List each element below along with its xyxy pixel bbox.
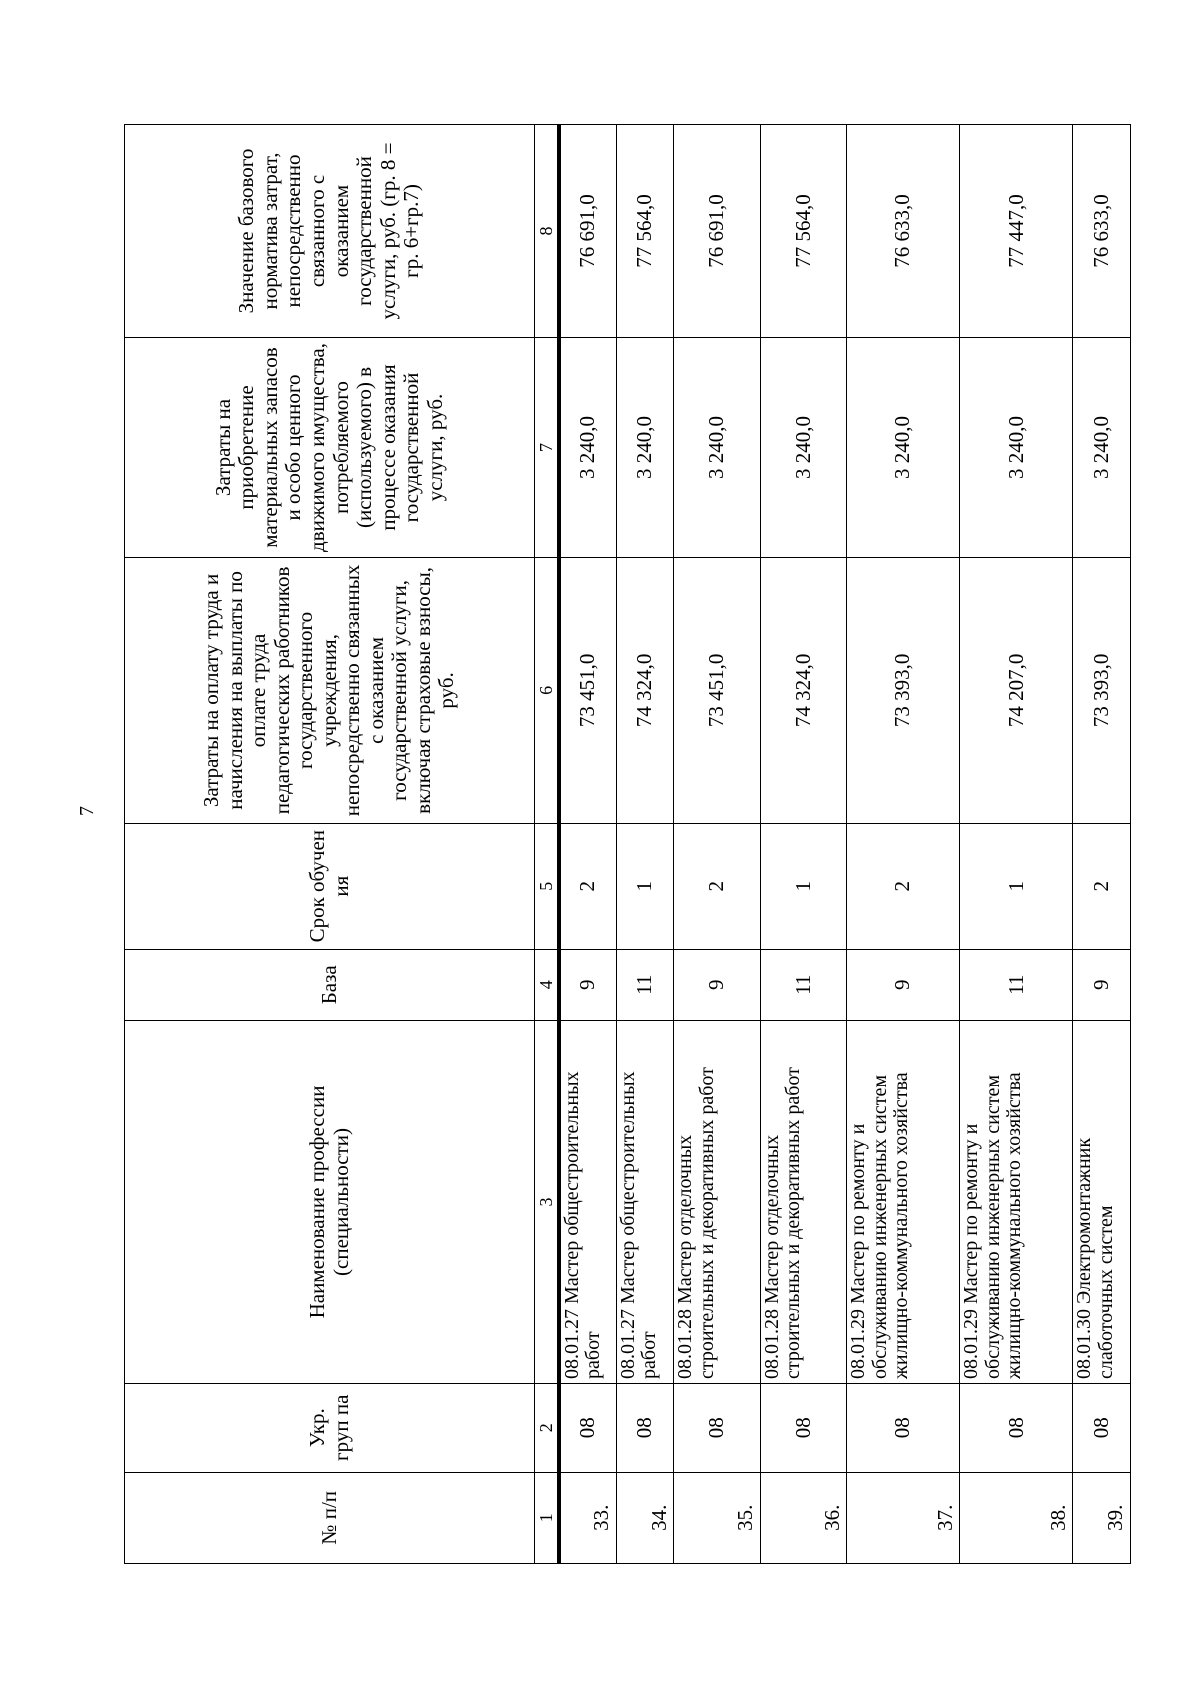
rotated-table-container — [124, 124, 1131, 1564]
group-cell: 08 — [760, 1383, 846, 1472]
base-cell: 9 — [847, 949, 960, 1020]
profession-name: 08.01.27 Мастер общестроительных работ — [616, 1021, 674, 1384]
page-number: 7 — [76, 806, 98, 816]
group-cell: 08 — [559, 1383, 617, 1472]
labor-cost-cell: 73 393,0 — [847, 558, 960, 824]
row-index: 35. — [674, 1472, 760, 1563]
table-row — [616, 125, 674, 1564]
labor-cost-cell: 73 451,0 — [674, 558, 760, 824]
header-row — [125, 125, 535, 1564]
term-cell: 2 — [1073, 823, 1131, 949]
header-cell: Значение базового норматива затрат, непосредственно связанного с оказанием государственной услуги, руб. (гр. 8 = гр. 6+гр.7) — [125, 125, 535, 338]
materials-cost-cell: 3 240,0 — [847, 337, 960, 557]
table-row — [674, 125, 760, 1564]
base-cell: 11 — [960, 949, 1073, 1020]
term-cell: 2 — [847, 823, 960, 949]
header-cell: Срок обучен ия — [125, 823, 535, 949]
column-number: 5 — [535, 823, 559, 949]
labor-cost-cell: 73 393,0 — [1073, 558, 1131, 824]
group-cell: 08 — [1073, 1383, 1131, 1472]
column-number: 1 — [535, 1472, 559, 1563]
base-cell: 9 — [559, 949, 617, 1020]
column-number: 8 — [535, 125, 559, 338]
base-norm-cell: 76 633,0 — [1073, 125, 1131, 338]
column-number: 7 — [535, 337, 559, 557]
term-cell: 2 — [559, 823, 617, 949]
row-index: 38. — [960, 1472, 1073, 1563]
materials-cost-cell: 3 240,0 — [674, 337, 760, 557]
table-row — [760, 125, 846, 1564]
profession-name: 08.01.28 Мастер отделочных строительных и декоративных работ — [760, 1021, 846, 1384]
group-cell: 08 — [616, 1383, 674, 1472]
base-norm-cell: 77 447,0 — [960, 125, 1073, 338]
profession-name: 08.01.29 Мастер по ремонту и обслуживанию инженерных систем жилищно-коммунального хозяйства — [847, 1021, 960, 1384]
column-number: 2 — [535, 1383, 559, 1472]
table-row — [559, 125, 617, 1564]
header-cell: Затраты на оплату труда и начисления на выплаты по оплате труда педагогических работников государственного учреждения, непосредственно связанных с оказанием государственной услуги, включая страховые взносы, руб. — [125, 558, 535, 824]
header-cell: Затраты на приобретение материальных запасов и особо ценного движимого имущества, потребляемого (используемого) в процессе оказания государственной услуги, руб. — [125, 337, 535, 557]
group-cell: 08 — [960, 1383, 1073, 1472]
materials-cost-cell: 3 240,0 — [1073, 337, 1131, 557]
header-cell: № п/п — [125, 1472, 535, 1563]
materials-cost-cell: 3 240,0 — [559, 337, 617, 557]
group-cell: 08 — [847, 1383, 960, 1472]
table-row — [847, 125, 960, 1564]
header-cell: База — [125, 949, 535, 1020]
base-cell: 9 — [674, 949, 760, 1020]
labor-cost-cell: 74 324,0 — [616, 558, 674, 824]
materials-cost-cell: 3 240,0 — [616, 337, 674, 557]
column-number: 6 — [535, 558, 559, 824]
group-cell: 08 — [674, 1383, 760, 1472]
labor-cost-cell: 74 324,0 — [760, 558, 846, 824]
base-norm-cell: 77 564,0 — [760, 125, 846, 338]
row-index: 33. — [559, 1472, 617, 1563]
row-index: 36. — [760, 1472, 846, 1563]
base-cell: 11 — [760, 949, 846, 1020]
term-cell: 1 — [960, 823, 1073, 949]
column-number: 3 — [535, 1021, 559, 1384]
profession-name: 08.01.27 Мастер общестроительных работ — [559, 1021, 617, 1384]
table-row — [960, 125, 1073, 1564]
row-index: 39. — [1073, 1472, 1131, 1563]
base-cell: 11 — [616, 949, 674, 1020]
labor-cost-cell: 74 207,0 — [960, 558, 1073, 824]
base-norm-cell: 76 691,0 — [674, 125, 760, 338]
row-index: 37. — [847, 1472, 960, 1563]
column-number: 4 — [535, 949, 559, 1020]
header-cell: Укр. груп па — [125, 1383, 535, 1472]
term-cell: 1 — [616, 823, 674, 949]
materials-cost-cell: 3 240,0 — [960, 337, 1073, 557]
profession-name: 08.01.30 Электромонтажник слаботочных систем — [1073, 1021, 1131, 1384]
term-cell: 1 — [760, 823, 846, 949]
column-number-row — [535, 125, 559, 1564]
base-norm-cell: 77 564,0 — [616, 125, 674, 338]
labor-cost-cell: 73 451,0 — [559, 558, 617, 824]
base-norm-cell: 76 633,0 — [847, 125, 960, 338]
profession-name: 08.01.28 Мастер отделочных строительных и декоративных работ — [674, 1021, 760, 1384]
term-cell: 2 — [674, 823, 760, 949]
profession-name: 08.01.29 Мастер по ремонту и обслуживанию инженерных систем жилищно-коммунального хозяйства — [960, 1021, 1073, 1384]
base-cell: 9 — [1073, 949, 1131, 1020]
header-cell: Наименование профессии (специальности) — [125, 1021, 535, 1384]
cost-norms-table — [124, 124, 1131, 1564]
materials-cost-cell: 3 240,0 — [760, 337, 846, 557]
base-norm-cell: 76 691,0 — [559, 125, 617, 338]
row-index: 34. — [616, 1472, 674, 1563]
table-row — [1073, 125, 1131, 1564]
